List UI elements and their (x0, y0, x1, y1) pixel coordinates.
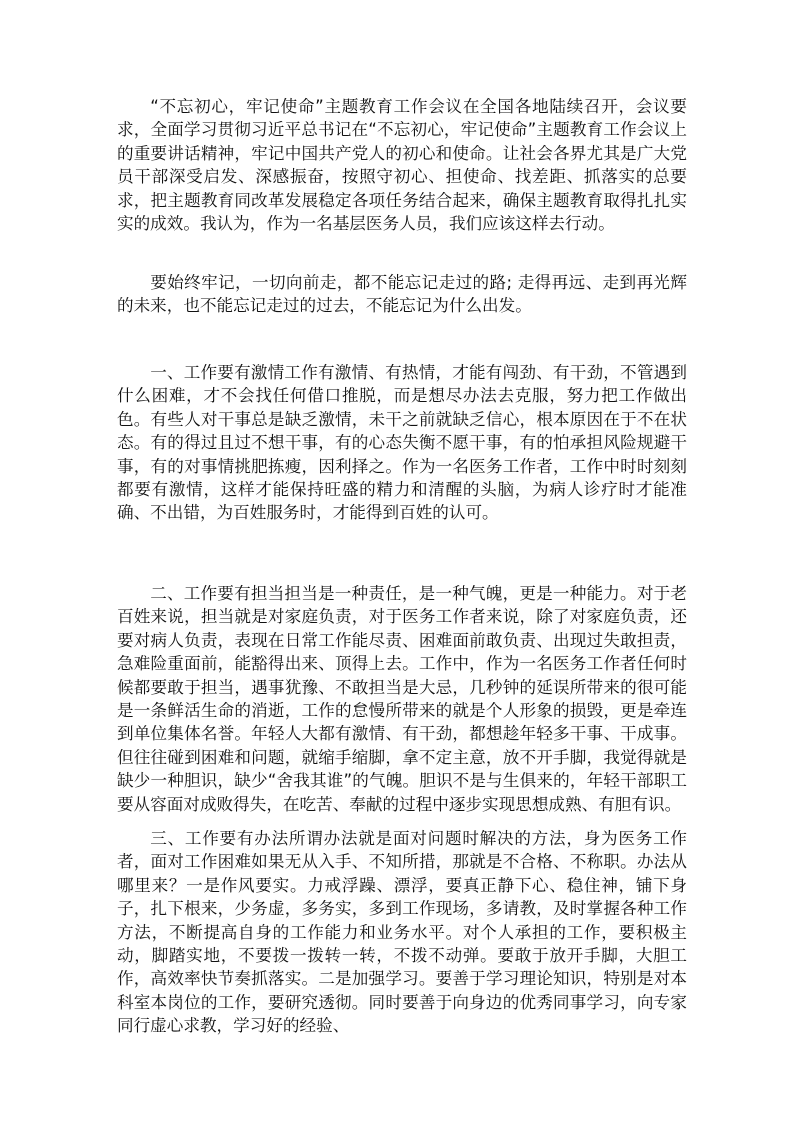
paragraph-intro: “不忘初心，牢记使命”主题教育工作会议在全国各地陆续召开，会议要求，全面学习贯彻习近平总书记在“不忘初心，牢记使命”主题教育工作会议上的重要讲话精神，牢记中国共产党人的初心和使命。让社会各界尤其是广大党员干部深受启发、深感振奋，按照守初心、担使命、找差距、抓落实的总要求，把主题教育同改革发展稳定各项任务结合起来，确保主题教育取得扎扎实实的成效。我认为，作为一名基层医务人员，我们应该这样去行动。 (117, 97, 687, 234)
paragraph-remember: 要始终牢记，一切向前走，都不能忘记走过的路; 走得再远、走到再光辉的未来，也不能忘记走过的过去，不能忘记为什么出发。 (117, 273, 687, 316)
paragraph-methods: 三、工作要有办法所谓办法就是面对问题时解决的方法，身为医务工作者，面对工作困难如果无从入手、不知所措，那就是不合格、不称职。办法从哪里来？一是作风要实。力戒浮躁、漂浮，要真正静下心、稳住神，铺下身子，扎下根来，少务虚，多务实，多到工作现场，多请教，及时掌握各种工作方法，不断提高自身的工作能力和业务水平。对个人承担的工作，要积极主动，脚踏实地，不要拨一拨转一转，不拨不动弹。要敢于放开手脚，大胆工作，高效率快节奏抓落实。二是加强学习。要善于学习理论知识，特别是对本科室本岗位的工作，要研究透彻。同时要善于向身边的优秀同事学习，向专家同行虚心求教，学习好的经验、 (117, 829, 687, 1036)
paragraph-responsibility: 二、工作要有担当担当是一种责任，是一种气魄，更是一种能力。对于老百姓来说，担当就是对家庭负责，对于医务工作者来说，除了对家庭负责，还要对病人负责，表现在日常工作能尽责、困难面前敢负责、出现过失敢担责，急难险重面前，能豁得出来、顶得上去。工作中，作为一名医务工作者任何时候都要敢于担当，遇事犹豫、不敢担当是大忌，几秒钟的延误所带来的很可能是一条鲜活生命的消逝，工作的怠慢所带来的就是个人形象的损毁，更是牵连到单位集体名誉。年轻人大都有激情、有干劲，都想趁年轻多干事、干成事。但往往碰到困难和问题，就缩手缩脚，拿不定主意，放不开手脚，我觉得就是缺少一种胆识，缺少“舍我其谁”的气魄。胆识不是与生俱来的，年轻干部职工要从容面对成败得失，在吃苦、奉献的过程中逐步实现思想成熟、有胆有识。 (117, 584, 687, 814)
paragraph-passion: 一、工作要有激情工作有激情、有热情，才能有闯劲、有干劲，不管遇到什么困难，才不会找任何借口推脱，而是想尽办法去克服，努力把工作做出色。有些人对干事总是缺乏激情，未干之前就缺乏信心，根本原因在于不在状态。有的得过且过不想干事，有的心态失衡不愿干事，有的怕承担风险规避干事，有的对事情挑肥拣瘦，因利择之。作为一名医务工作者，工作中时时刻刻都要有激情，这样才能保持旺盛的精力和清醒的头脑，为病人诊疗时才能准确、不出错，为百姓服务时，才能得到百姓的认可。 (117, 363, 687, 523)
